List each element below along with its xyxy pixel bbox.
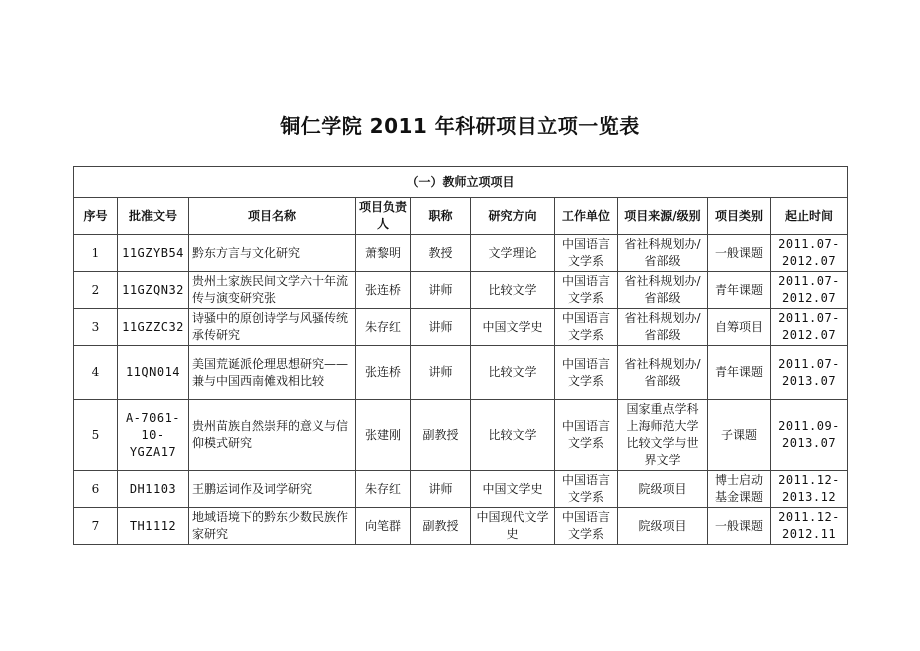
cell-rank: 副教授	[411, 508, 471, 545]
cell-no: 6	[74, 471, 118, 508]
table-row	[74, 508, 848, 545]
cell-field: 比较文学	[471, 400, 555, 471]
header-unit: 工作单位	[555, 198, 618, 235]
cell-category: 一般课题	[708, 508, 771, 545]
cell-code: 11QN014	[118, 346, 189, 400]
cell-unit: 中国语言文学系	[555, 272, 618, 309]
cell-category: 博士启动基金课题	[708, 471, 771, 508]
cell-source: 省社科规划办/省部级	[618, 309, 708, 346]
table-row	[74, 272, 848, 309]
cell-rank: 讲师	[411, 272, 471, 309]
cell-leader: 朱存红	[356, 471, 411, 508]
cell-leader: 张连桥	[356, 346, 411, 400]
cell-period: 2011.09-2013.07	[771, 400, 848, 471]
cell-rank: 讲师	[411, 471, 471, 508]
section-caption: （一）教师立项项目	[74, 167, 848, 198]
cell-source: 省社科规划办/省部级	[618, 346, 708, 400]
cell-code: A-7061-10-YGZA17	[118, 400, 189, 471]
cell-no: 1	[74, 235, 118, 272]
cell-leader: 张连桥	[356, 272, 411, 309]
cell-code: TH1112	[118, 508, 189, 545]
cell-no: 4	[74, 346, 118, 400]
cell-leader: 萧黎明	[356, 235, 411, 272]
header-row	[74, 198, 848, 235]
header-source: 项目来源/级别	[618, 198, 708, 235]
cell-unit: 中国语言文学系	[555, 471, 618, 508]
cell-period: 2011.12-2013.12	[771, 471, 848, 508]
cell-unit: 中国语言文学系	[555, 235, 618, 272]
cell-category: 子课题	[708, 400, 771, 471]
cell-leader: 张建刚	[356, 400, 411, 471]
cell-no: 2	[74, 272, 118, 309]
table-row	[74, 400, 848, 471]
cell-code: 11GZZC32	[118, 309, 189, 346]
cell-period: 2011.12-2012.11	[771, 508, 848, 545]
cell-period: 2011.07-2012.07	[771, 235, 848, 272]
header-code: 批准文号	[118, 198, 189, 235]
cell-no: 3	[74, 309, 118, 346]
cell-rank: 副教授	[411, 400, 471, 471]
header-rank: 职称	[411, 198, 471, 235]
cell-name: 美国荒诞派伦理思想研究——兼与中国西南傩戏相比较	[189, 346, 356, 400]
cell-category: 自筹项目	[708, 309, 771, 346]
cell-category: 青年课题	[708, 346, 771, 400]
cell-no: 5	[74, 400, 118, 471]
cell-source: 省社科规划办/省部级	[618, 235, 708, 272]
cell-field: 中国文学史	[471, 471, 555, 508]
page-title: 铜仁学院 2011 年科研项目立项一览表	[280, 114, 640, 138]
cell-source: 省社科规划办/省部级	[618, 272, 708, 309]
cell-field: 文学理论	[471, 235, 555, 272]
header-period: 起止时间	[771, 198, 848, 235]
header-leader: 项目负责人	[356, 198, 411, 235]
cell-unit: 中国语言文学系	[555, 309, 618, 346]
header-field: 研究方向	[471, 198, 555, 235]
cell-source: 国家重点学科上海师范大学比较文学与世界文学	[618, 400, 708, 471]
cell-unit: 中国语言文学系	[555, 508, 618, 545]
cell-name: 黔东方言与文化研究	[189, 235, 356, 272]
cell-field: 比较文学	[471, 272, 555, 309]
cell-no: 7	[74, 508, 118, 545]
cell-source: 院级项目	[618, 471, 708, 508]
header-category: 项目类别	[708, 198, 771, 235]
table-row	[74, 309, 848, 346]
cell-field: 中国文学史	[471, 309, 555, 346]
cell-source: 院级项目	[618, 508, 708, 545]
table-row	[74, 346, 848, 400]
cell-code: 11GZQN32	[118, 272, 189, 309]
project-table	[73, 166, 848, 545]
table-row	[74, 235, 848, 272]
cell-rank: 讲师	[411, 309, 471, 346]
cell-rank: 教授	[411, 235, 471, 272]
table-row	[74, 471, 848, 508]
header-name: 项目名称	[189, 198, 356, 235]
cell-rank: 讲师	[411, 346, 471, 400]
cell-category: 一般课题	[708, 235, 771, 272]
header-no: 序号	[74, 198, 118, 235]
cell-name: 诗骚中的原创诗学与风骚传统承传研究	[189, 309, 356, 346]
cell-leader: 向笔群	[356, 508, 411, 545]
cell-period: 2011.07-2012.07	[771, 272, 848, 309]
cell-code: DH1103	[118, 471, 189, 508]
cell-unit: 中国语言文学系	[555, 346, 618, 400]
cell-field: 比较文学	[471, 346, 555, 400]
cell-leader: 朱存红	[356, 309, 411, 346]
cell-code: 11GZYB54	[118, 235, 189, 272]
cell-unit: 中国语言文学系	[555, 400, 618, 471]
cell-period: 2011.07-2013.07	[771, 346, 848, 400]
cell-name: 地域语境下的黔东少数民族作家研究	[189, 508, 356, 545]
cell-name: 贵州苗族自然崇拜的意义与信仰模式研究	[189, 400, 356, 471]
cell-category: 青年课题	[708, 272, 771, 309]
cell-name: 王鹏运词作及词学研究	[189, 471, 356, 508]
cell-name: 贵州土家族民间文学六十年流传与演变研究张	[189, 272, 356, 309]
cell-field: 中国现代文学史	[471, 508, 555, 545]
cell-period: 2011.07-2012.07	[771, 309, 848, 346]
